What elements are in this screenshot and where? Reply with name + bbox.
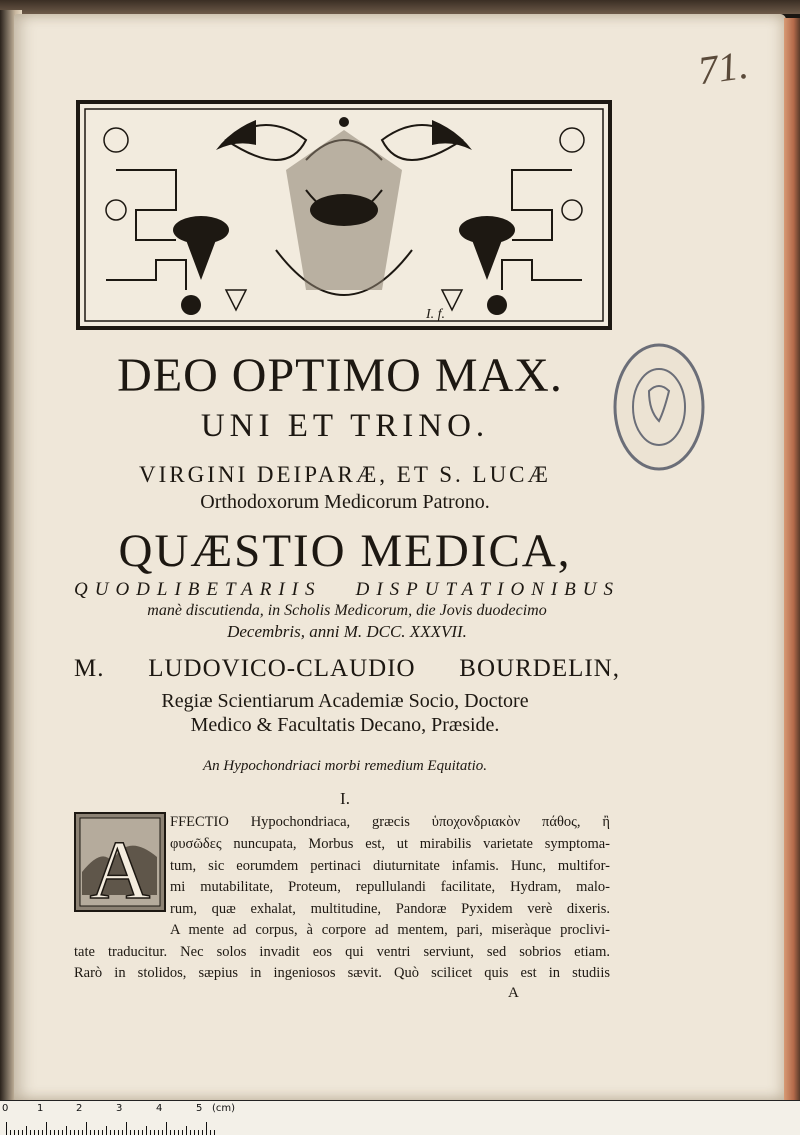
- ruler-mark-0: 0: [2, 1103, 9, 1114]
- ruler-tick: [18, 1130, 19, 1135]
- body-line-1: FFECTIO Hypochondriaca, græcis ὑποχονδριακὸν πάθος, ἢ: [170, 814, 610, 830]
- ruler-tick: [154, 1130, 155, 1135]
- ruler-tick: [158, 1130, 159, 1135]
- ruler-tick: [50, 1130, 51, 1135]
- ruler-tick: [122, 1130, 123, 1135]
- ruler-tick: [90, 1130, 91, 1135]
- ruler-tick: [114, 1130, 115, 1135]
- ruler-tick: [34, 1130, 35, 1135]
- ruler-unit-label: (cm): [212, 1103, 236, 1114]
- quaestio-heading: QUÆSTIO MEDICA,: [118, 525, 572, 577]
- ruler-tick: [82, 1130, 83, 1135]
- ruler-tick: [194, 1130, 195, 1135]
- body-line-2: φυσῶδες nuncupata, Morbus est, ut mirabilis varietate symptoma-: [170, 836, 610, 852]
- ruler-mark-3: 3: [116, 1103, 123, 1114]
- ruler-tick: [186, 1126, 187, 1135]
- ruler-tick: [138, 1130, 139, 1135]
- body-line-3: tum, sic eorumdem pertinaci diuturnitate infamis. Hunc, multifor-: [170, 858, 610, 874]
- ruler-tick: [162, 1130, 163, 1135]
- initial-letter: A: [89, 824, 151, 912]
- ruler-tick: [106, 1126, 107, 1135]
- ruler-tick: [206, 1122, 207, 1135]
- ruler-tick: [178, 1130, 179, 1135]
- ruler-tick: [134, 1130, 135, 1135]
- ruler-tick: [78, 1130, 79, 1135]
- ruler-tick: [174, 1130, 175, 1135]
- praeses-name: M. LUDOVICO-CLAUDIO BOURDELIN,: [74, 655, 620, 682]
- ruler-mark-4: 4: [156, 1103, 163, 1114]
- ruler-tick: [94, 1130, 95, 1135]
- ruler-tick: [98, 1130, 99, 1135]
- ruler-tick: [38, 1130, 39, 1135]
- catchword: A: [508, 985, 519, 1001]
- praeses-title-2: Medico & Facultatis Decano, Præside.: [190, 714, 500, 736]
- ruler-tick: [6, 1122, 7, 1135]
- body-line-8: Rarò in stolidos, sæpius in ingeniosos sævit. Quò scilicet quis est in studiis: [74, 965, 610, 981]
- virgin-heading: VIRGINI DEIPARÆ, ET S. LUCÆ: [139, 462, 551, 487]
- patron-line: Orthodoxorum Medicorum Patrono.: [200, 491, 490, 513]
- date-line-2: Decembris, anni M. DCC. XXXVII.: [227, 622, 467, 641]
- ruler-mark-2: 2: [76, 1103, 83, 1114]
- ruler-tick: [14, 1130, 15, 1135]
- ruler-tick: [86, 1122, 87, 1135]
- ruler-tick: [110, 1130, 111, 1135]
- praeses-title-1: Regiæ Scientiarum Academiæ Socio, Doctore: [161, 690, 529, 712]
- ruler-tick: [190, 1130, 191, 1135]
- ruler-tick: [142, 1130, 143, 1135]
- ruler-tick: [170, 1130, 171, 1135]
- ruler-mark-5: 5: [196, 1103, 203, 1114]
- section-number: I.: [340, 789, 350, 808]
- body-line-5: rum, quæ exhalat, multitudine, Pandoræ Pyxidem verè dixeris.: [170, 901, 610, 917]
- ruler-tick: [166, 1122, 167, 1135]
- quodlibet-line: QUODLIBETARIIS DISPUTATIONIBUS: [74, 579, 620, 600]
- handwritten-page-number: 71.: [695, 41, 751, 94]
- body-line-6: A mente ad corpus, à corpore ad mentem, pari, miseràque proclivi-: [170, 922, 610, 938]
- question-line: An Hypochondriaci morbi remedium Equitatio.: [203, 758, 487, 774]
- ruler-tick: [182, 1130, 183, 1135]
- ruler-tick: [70, 1130, 71, 1135]
- ruler-tick: [58, 1130, 59, 1135]
- decorated-initial: [74, 812, 166, 912]
- engraver-initials: I. f.: [426, 307, 446, 322]
- ruler-tick: [126, 1122, 127, 1135]
- ruler-tick: [198, 1130, 199, 1135]
- date-line-1: manè discutienda, in Scholis Medicorum, die Jovis duodecimo: [147, 602, 547, 619]
- trinity-heading: UNI ET TRINO.: [200, 408, 490, 444]
- book-fore-edge: [784, 18, 800, 1100]
- ruler-tick: [146, 1126, 147, 1135]
- ruler-tick: [26, 1126, 27, 1135]
- ruler-tick: [130, 1130, 131, 1135]
- scale-ruler: [0, 1100, 800, 1135]
- ruler-tick: [74, 1130, 75, 1135]
- library-stamp: [611, 341, 707, 473]
- body-line-4: mi mutabilitate, Proteum, repullulandi facilitate, Hydram, malo-: [170, 879, 610, 895]
- ruler-tick: [62, 1130, 63, 1135]
- ruler-tick: [22, 1130, 23, 1135]
- book-top-edge: [0, 0, 800, 14]
- ruler-tick: [214, 1130, 215, 1135]
- ruler-tick: [66, 1126, 67, 1135]
- ruler-tick: [46, 1122, 47, 1135]
- ruler-mark-1: 1: [37, 1103, 44, 1114]
- ruler-tick: [30, 1130, 31, 1135]
- ruler-tick: [42, 1130, 43, 1135]
- ruler-tick: [10, 1130, 11, 1135]
- ruler-tick: [202, 1130, 203, 1135]
- ruler-tick: [118, 1130, 119, 1135]
- ruler-tick: [54, 1130, 55, 1135]
- ruler-tick: [102, 1130, 103, 1135]
- body-line-7: tate traducitur. Nec solos invadit eos qui ventri serviunt, sed sobrios etiam.: [74, 944, 610, 960]
- ruler-tick: [150, 1130, 151, 1135]
- dedication-heading: DEO OPTIMO MAX.: [117, 349, 563, 402]
- ornamental-headpiece: [76, 100, 612, 330]
- ruler-tick: [210, 1130, 211, 1135]
